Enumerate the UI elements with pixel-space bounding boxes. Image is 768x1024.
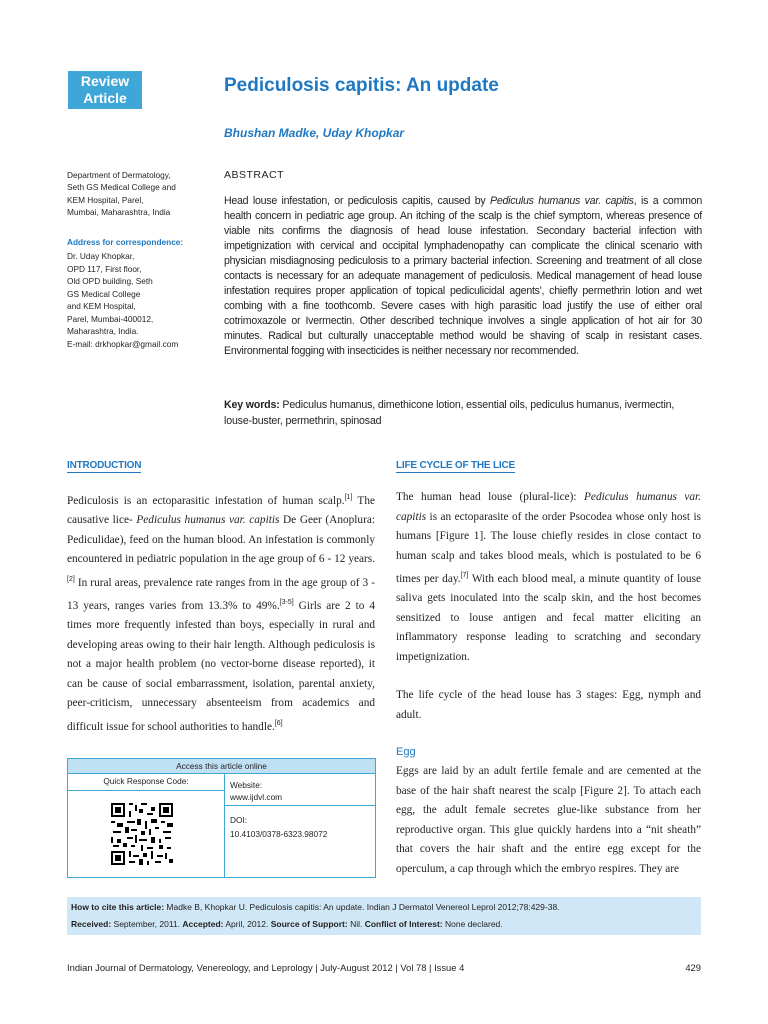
- keywords-label: Key words:: [224, 399, 280, 411]
- correspondence-block: [67, 250, 217, 350]
- article-authors: Bhushan Madke, Uday Khopkar: [224, 126, 405, 140]
- correspondence-line: OPD 117, First floor,: [67, 263, 142, 274]
- introduction-heading: INTRODUCTION: [67, 460, 142, 471]
- text-run: In rural areas, prevalence rate ranges from in the age group of 3 - 13 years, ranges varies from 13.3% to 49%.: [67, 576, 375, 612]
- page-footer: [67, 962, 701, 973]
- cite-label: How to cite this article:: [71, 902, 165, 912]
- lifecycle-heading: LIFE CYCLE OF THE LICE: [396, 460, 515, 471]
- doi-block: [230, 813, 327, 841]
- website-block: [230, 779, 282, 803]
- access-online-box: [67, 758, 376, 878]
- text-run: With each blood meal, a minute quantity of louse saliva gets inoculated into the scalp skin, and the host becomes sensitized to louse antigen and fecal matter eliciting an inflammatory response leading to scratching and secondary impetignization.: [396, 572, 701, 663]
- text-run: Girls are 2 to 4 times more frequently infested than boys, especially in rural and developing areas owing to their hair length. Although pediculosis is not a major health problem (no vector-borne disease reported), it can be cause of social embarrassment, isolation, parental anxiety, peer-criticism, unnecessary absenteeism from academics and difficult issue for school authorities to handle.: [67, 599, 376, 733]
- citation-ref[interactable]: [1]: [344, 494, 353, 501]
- website-label: Website:: [230, 780, 263, 790]
- text-run: The causative lice-: [67, 494, 375, 527]
- accepted-label: Accepted:: [182, 919, 224, 929]
- article-title: Pediculosis capitis: An update: [224, 75, 499, 96]
- abstract-part: , is a common health concern in pediatric age group. An itching of the scalp is the chief symptom, whereas presence of viable nits confirms the diagnosis of head louse infestation. Secondary bacterial infection with impetignization with cervical and occipital lymphadenopathy can complicate the clinical scenario with physician misdiagnosing pediculosis to a primary bacterial infection. Screening and treatment of all close contacts is necessary for an adequate management of pediculosis. Medical management of head louse infestation requires proper application of topical pediculicidal agents', chiefly permethrin lotion and wet combing with a fine toothcomb. Severe cases with high parasitic load justify the use of either oral cotrimoxazole or Ivermectin. Other described technique involves a single application of hot air for 30 minutes. Radical but culturally unacceptable method would be shaving of scalp in resistant cases. Environmental fogging with insecticides is neither necessary nor recommended.: [224, 195, 703, 357]
- egg-paragraph: Eggs are laid by an adult fertile female and are cemented at the base of the hair shaft nearest the scalp [Figure 2]. To attach each egg, the adult female secretes glue-like substance from her reproductive organ. This glue quickly hardens into a “nit sheath” that covers the hair shaft and the entire egg except for the operculum, a cap through which the embryo respires. They are: [396, 765, 701, 875]
- affiliation-line: Department of Dermatology,: [67, 170, 171, 180]
- qr-code-icon[interactable]: [109, 801, 175, 867]
- citation-ref[interactable]: [2]: [67, 575, 75, 583]
- access-heading: Access this article online: [68, 759, 375, 774]
- badge-line-2: Article: [83, 90, 127, 106]
- correspondence-line: GS Medical College: [67, 288, 141, 299]
- affiliation-line: KEM Hospital, Parel,: [67, 194, 144, 205]
- accepted-date: April, 2012.: [223, 919, 271, 929]
- species-name: Pediculus humanus var. capitis: [490, 195, 634, 207]
- affiliation-line: Seth GS Medical College and: [67, 182, 176, 193]
- doi-value[interactable]: 10.4103/0378-6323.98072: [230, 829, 328, 839]
- doi-label: DOI:: [230, 815, 248, 825]
- box-divider: [224, 773, 225, 878]
- cite-text: Madke B, Khopkar U. Pediculosis capitis: An update. Indian J Dermatol Venereol Leprol 2012;78:429-38.: [164, 902, 560, 912]
- species-name: Pediculus humanus var. capitis: [136, 514, 280, 527]
- text-run: De Geer (Anoplura: Pediculidae), feed on the human blood. An infestation is commonly encountered in pediatric population in the age group of 6 - 12 years.: [67, 514, 375, 566]
- text-run: is an ectoparasite of the order Psocodea whose only host is humans [Figure 1]. The louse chiefly resides in close contact to human scalp and takes blood meals, which is postulated to be 6 times per day.: [396, 510, 701, 585]
- correspondence-line: Dr. Uday Khopkar,: [67, 251, 135, 261]
- citation-ref[interactable]: [6]: [274, 719, 283, 727]
- journal-info: Indian Journal of Dermatology, Venereology, and Leprology | July-August 2012 | Vol 78 | Issue 4: [67, 962, 465, 973]
- received-date: September, 2011.: [111, 919, 183, 929]
- page-number: 429: [685, 962, 701, 973]
- correspondence-heading: Address for correspondence:: [67, 237, 184, 247]
- species-name: Pediculus humanus var. capitis: [396, 491, 701, 523]
- correspondence-line: Old OPD building, Seth: [67, 276, 153, 286]
- abstract-part: Head louse infestation, or pediculosis capitis, caused by: [224, 195, 490, 207]
- website-link[interactable]: www.ijdvl.com: [230, 792, 283, 802]
- correspondence-line: Parel, Mumbai-400012,: [67, 313, 154, 324]
- citation-box: [67, 897, 701, 935]
- text-run: The human head louse (plural-lice):: [396, 491, 585, 503]
- citation-ref[interactable]: [3-5]: [279, 599, 294, 607]
- keywords: [224, 397, 702, 429]
- correspondence-email[interactable]: E-mail: drkhopkar@gmail.com: [67, 338, 179, 349]
- correspondence-line: and KEM Hospital,: [67, 301, 136, 311]
- lifecycle-paragraph: [396, 488, 701, 667]
- affiliation-block: [67, 169, 207, 218]
- badge-line-1: Review: [80, 73, 130, 89]
- box-divider: [225, 805, 376, 806]
- lifecycle-stages-paragraph: The life cycle of the head louse has 3 stages: Egg, nymph and adult.: [396, 689, 701, 721]
- abstract-heading: ABSTRACT: [224, 169, 285, 181]
- support-value: Nil.: [347, 919, 365, 929]
- how-to-cite-line: [71, 899, 697, 916]
- text-run: Pediculosis is an ectoparasitic infestation of human scalp.: [67, 494, 345, 507]
- received-label: Received:: [71, 919, 112, 929]
- abstract-text: [224, 194, 702, 359]
- article-type-badge: [68, 71, 142, 109]
- keywords-text: Pediculus humanus, dimethicone lotion, essential oils, pediculus humanus, ivermectin, louse-buster, permethrin, spinosad: [224, 399, 675, 427]
- affiliation-line: Mumbai, Maharashtra, India: [67, 206, 171, 217]
- egg-subheading: Egg: [396, 746, 416, 758]
- correspondence-line: Maharashtra, India.: [67, 326, 139, 336]
- conflict-label: Conflict of Interest:: [364, 919, 443, 929]
- conflict-value: None declared.: [442, 919, 503, 929]
- qr-label: Quick Response Code:: [68, 773, 224, 791]
- dates-line: [71, 916, 697, 933]
- introduction-paragraph: [67, 488, 375, 737]
- citation-ref[interactable]: [7]: [460, 572, 469, 579]
- support-label: Source of Support:: [270, 919, 348, 929]
